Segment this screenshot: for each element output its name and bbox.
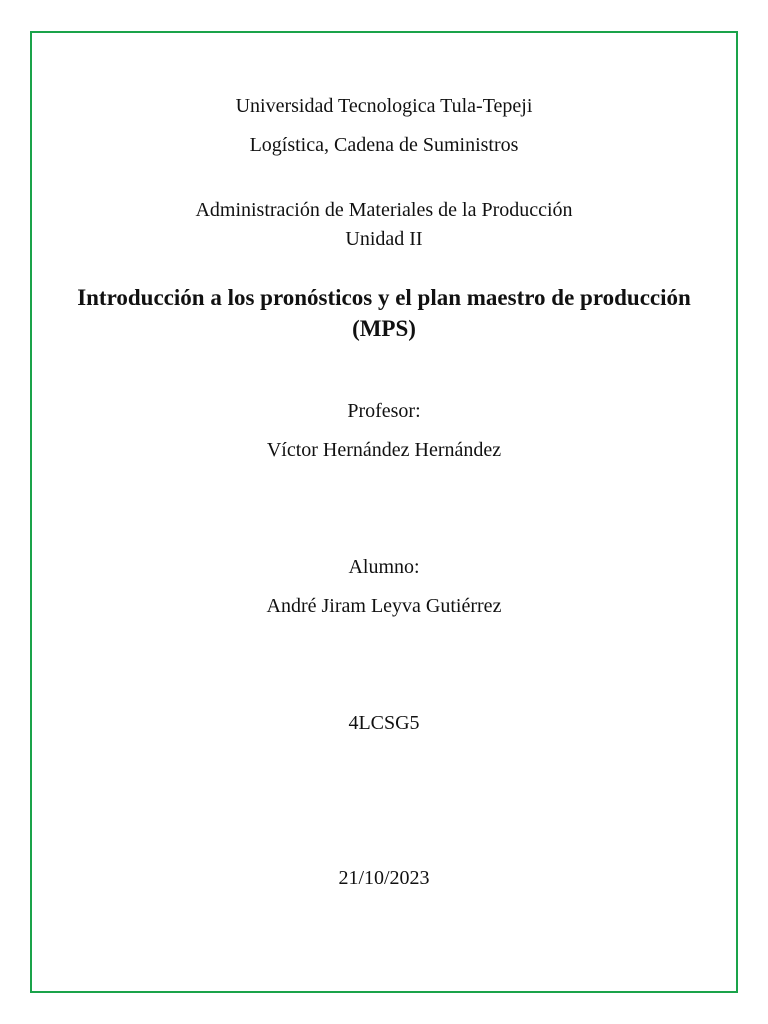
student-label: Alumno: bbox=[348, 556, 420, 578]
student-name: André Jiram Leyva Gutiérrez bbox=[266, 595, 502, 617]
career-name: Logística, Cadena de Suministros bbox=[249, 134, 519, 156]
group-code: 4LCSG5 bbox=[348, 712, 420, 734]
unit-label: Unidad II bbox=[345, 228, 423, 250]
document-date: 21/10/2023 bbox=[338, 867, 430, 889]
page-border bbox=[30, 31, 738, 993]
professor-label: Profesor: bbox=[347, 400, 421, 422]
document-title: Introducción a los pronósticos y el plan maestro de producción (MPS) bbox=[77, 285, 691, 341]
university-name: Universidad Tecnologica Tula-Tepeji bbox=[235, 95, 533, 117]
subject-name: Administración de Materiales de la Producción bbox=[195, 199, 573, 221]
professor-name: Víctor Hernández Hernández bbox=[266, 439, 502, 461]
